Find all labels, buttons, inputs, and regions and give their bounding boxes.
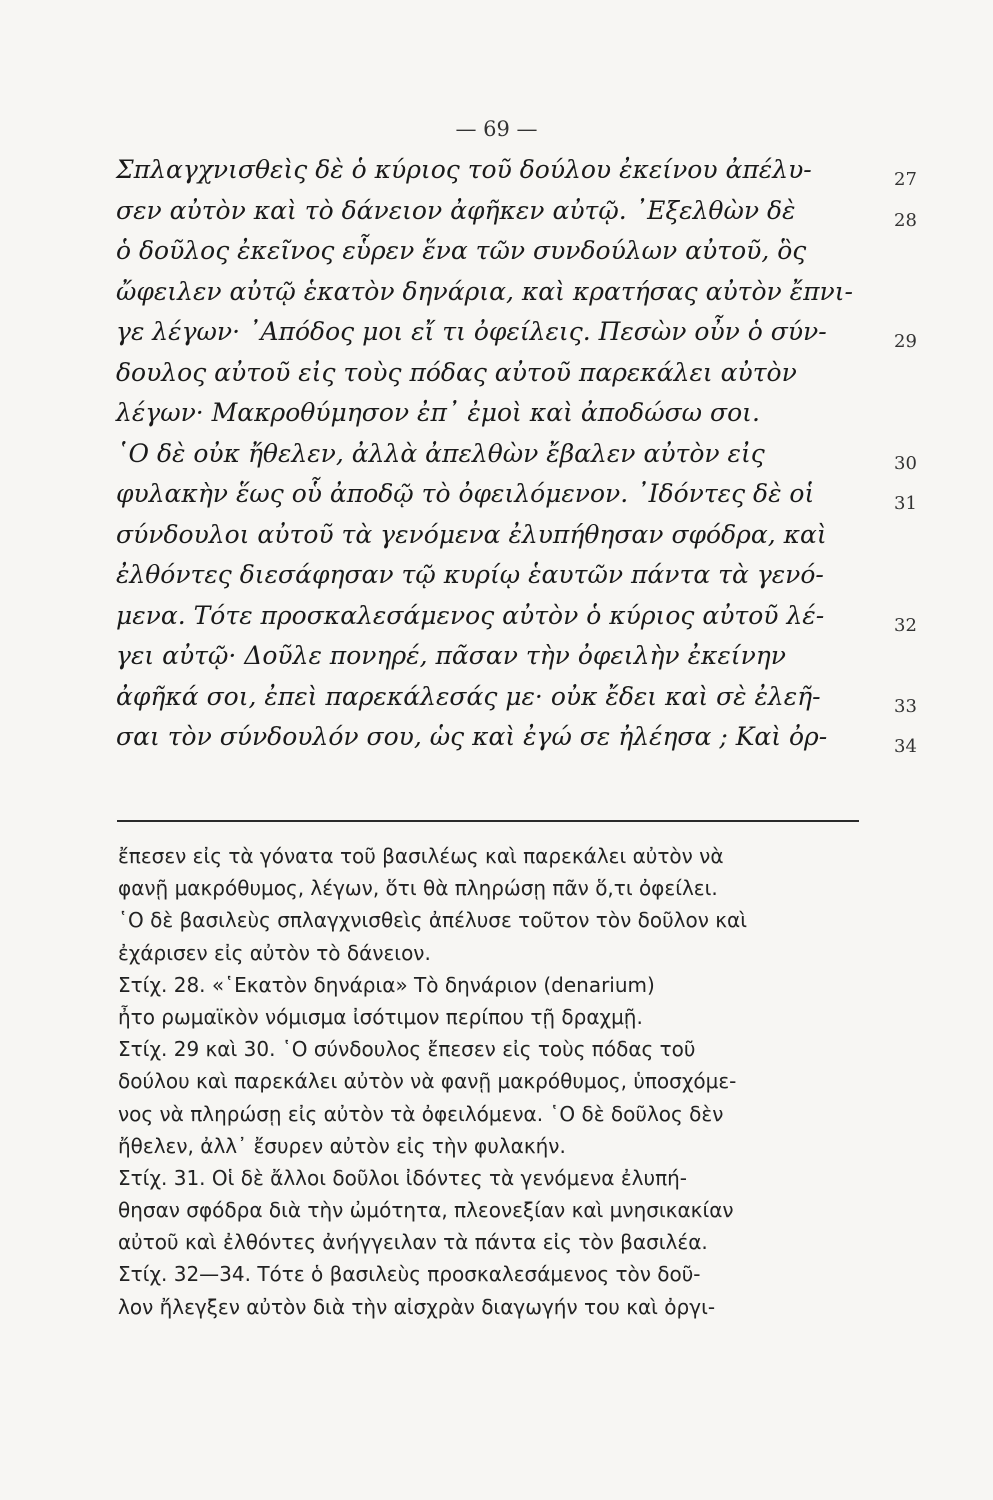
- line-text: Σπλαγχνισθεὶς δὲ ὁ κύριος τοῦ δούλου ἐκείνου ἀπέλυ-: [116, 155, 812, 184]
- text-line: [116, 231, 876, 272]
- note-line: νος νὰ πληρώσῃ εἰς αὐτὸν τὰ ὀφειλόμενα. ῾Ο δὲ δοῦλος δὲν: [118, 1101, 724, 1126]
- verse-number: 31: [894, 493, 917, 514]
- verse-number: 33: [894, 695, 917, 717]
- text-line: [116, 677, 917, 718]
- note-line: ἐχάρισεν εἰς αὐτὸν τὸ δάνειον.: [118, 940, 431, 965]
- line-text: ἐλθόντες διεσάφησαν τῷ κυρίῳ ἑαυτῶν πάντα τὰ γενό-: [116, 560, 824, 589]
- note-line: φανῇ μακρόθυμος, λέγων, ὅτι θὰ πληρώσῃ πᾶν ὅ,τι ὀφείλει.: [118, 876, 718, 901]
- note-line: θησαν σφόδρα διὰ τὴν ὠμότητα, πλεονεξίαν καὶ μνησικακίαν: [118, 1198, 734, 1223]
- text-line: [116, 191, 917, 232]
- note-line: λον ἤλεγξεν αὐτὸν διὰ τὴν αἰσχρὰν διαγωγήν του καὶ ὀργι-: [118, 1294, 716, 1319]
- line-text: φυλακὴν ἕως οὗ ἀποδῷ τὸ ὀφειλόμενον. ᾿Ιδόντες δὲ οἱ: [116, 479, 815, 508]
- note-line: ἦτο ρωμαϊκὸν νόμισμα ἰσότιμον περίπου τῇ δραχμῇ.: [118, 1004, 643, 1029]
- text-line: [116, 596, 917, 637]
- line-text: γει αὐτῷ· Δοῦλε πονηρέ, πᾶσαν τὴν ὀφειλὴν ἐκείνην: [116, 641, 786, 670]
- note-line: ῾Ο δὲ βασιλεὺς σπλαγχνισθεὶς ἀπέλυσε τοῦτον τὸν δοῦλον καὶ: [118, 908, 747, 933]
- verse-number: 28: [894, 209, 917, 231]
- text-line: [116, 717, 917, 758]
- note-line: Στίχ. 31. Οἱ δὲ ἄλλοι δοῦλοι ἰδόντες τὰ γενόμενα ἐλυπή-: [118, 1165, 688, 1190]
- text-line: [116, 272, 876, 313]
- line-text: ἀφῆκά σοι, ἐπεὶ παρεκάλεσάς με· οὐκ ἔδει καὶ σὲ ἐλεῆ-: [116, 681, 821, 711]
- text-line: [116, 353, 876, 394]
- note-line: ἤθελεν, ἀλλ᾿ ἔσυρεν αὐτὸν εἰς τὴν φυλακήν.: [118, 1133, 566, 1158]
- line-text: σαι τὸν σύνδουλόν σου, ὡς καὶ ἐγώ σε ἠλέησα ; Καὶ ὀρ-: [116, 722, 828, 751]
- text-line: [116, 312, 917, 353]
- verse-number: 29: [894, 331, 917, 352]
- line-text: μενα. Τότε προσκαλεσάμενος αὐτὸν ὁ κύριος αὐτοῦ λέ-: [116, 600, 825, 630]
- line-text: γε λέγων· ᾿Απόδος μοι εἴ τι ὀφείλεις. Πεσὼν οὖν ὁ σύν-: [116, 317, 827, 346]
- text-line: [116, 434, 917, 475]
- text-line: [116, 555, 876, 596]
- text-line: [116, 636, 876, 677]
- note-line: αὐτοῦ καὶ ἐλθόντες ἀνήγγειλαν τὰ πάντα εἰς τὸν βασιλέα.: [118, 1230, 708, 1255]
- line-text: ὤφειλεν αὐτῷ ἑκατὸν δηνάρια, καὶ κρατήσας αὐτὸν ἔπνι-: [116, 276, 853, 306]
- note-line: ἔπεσεν εἰς τὰ γόνατα τοῦ βασιλέως καὶ παρεκάλει αὐτὸν νὰ: [118, 844, 724, 868]
- verse-number: 34: [894, 736, 917, 757]
- line-text: σύνδουλοι αὐτοῦ τὰ γενόμενα ἐλυπήθησαν σφόδρα, καὶ: [116, 519, 827, 549]
- line-text: δουλος αὐτοῦ εἰς τοὺς πόδας αὐτοῦ παρεκάλει αὐτὸν: [116, 357, 797, 387]
- commentary-notes: [118, 840, 878, 1323]
- text-line: [116, 393, 876, 434]
- line-text: λέγων· Μακροθύμησον ἐπ᾿ ἐμοὶ καὶ ἀποδώσω σοι.: [116, 398, 760, 427]
- page-number: — 69 —: [455, 117, 538, 141]
- note-line: Στίχ. 28. «῾Εκατὸν δηνάρια» Τὸ δηνάριον (denarium): [118, 972, 655, 997]
- verse-number: 27: [894, 169, 917, 190]
- note-line: Στίχ. 29 καὶ 30. ῾Ο σύνδουλος ἔπεσεν εἰς τοὺς πόδας τοῦ: [118, 1037, 696, 1062]
- text-line: [116, 515, 876, 556]
- footnote-divider: [117, 820, 859, 822]
- line-text: ῾Ο δὲ οὐκ ἤθελεν, ἀλλὰ ἀπελθὼν ἔβαλεν αὐτὸν εἰς: [116, 438, 765, 468]
- line-text: ὁ δοῦλος ἐκεῖνος εὗρεν ἕνα τῶν συνδούλων αὐτοῦ, ὃς: [116, 236, 807, 265]
- verse-number: 32: [894, 614, 917, 636]
- scripture-text: [116, 150, 917, 758]
- text-line: [116, 474, 917, 515]
- verse-number: 30: [894, 452, 917, 474]
- line-text: σεν αὐτὸν καὶ τὸ δάνειον ἀφῆκεν αὐτῷ. ᾿Εξελθὼν δὲ: [116, 195, 796, 225]
- note-line: δούλου καὶ παρεκάλει αὐτὸν νὰ φανῇ μακρόθυμος, ὑποσχόμε-: [118, 1069, 737, 1094]
- note-line: Στίχ. 32—34. Τότε ὁ βασιλεὺς προσκαλεσάμενος τὸν δοῦ-: [118, 1262, 701, 1287]
- text-line: [116, 150, 917, 191]
